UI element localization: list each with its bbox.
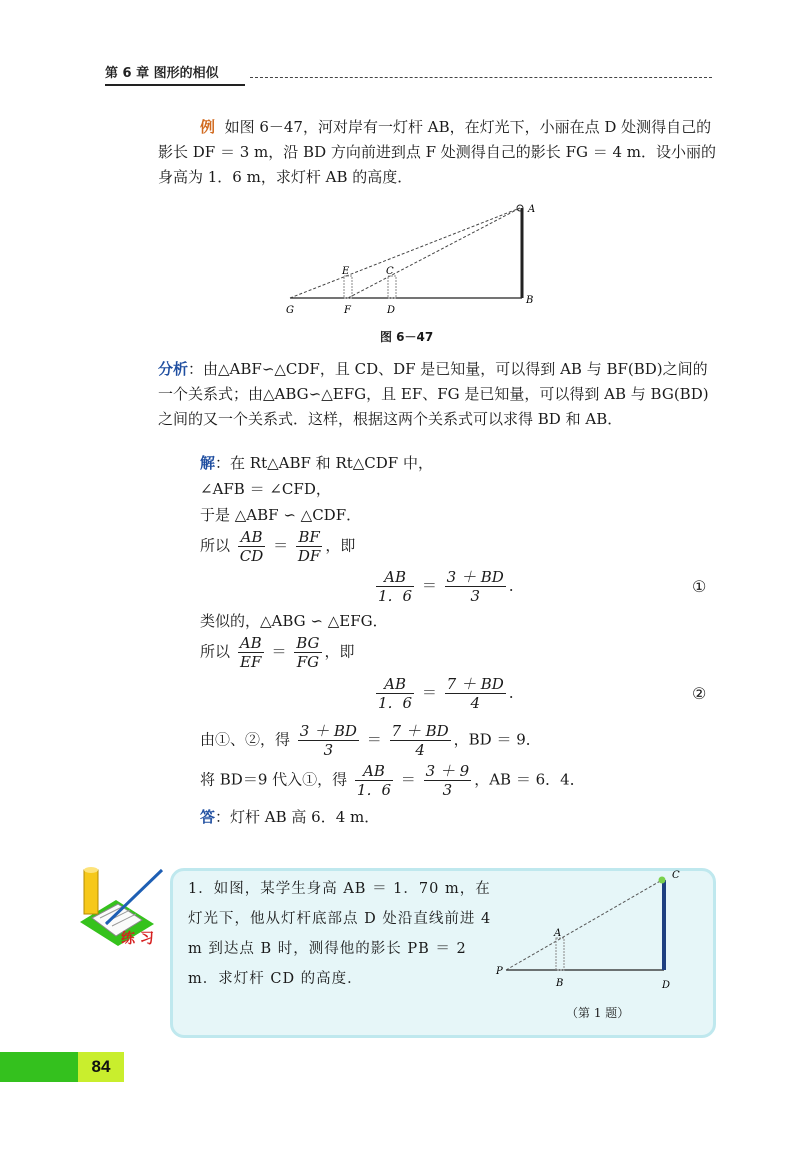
result-bd: ，BD ＝ 9． (453, 730, 541, 749)
label-F: F (344, 305, 351, 316)
solution-line-10 (200, 762, 585, 799)
lamp-icon (659, 877, 666, 884)
analysis-paragraph (158, 357, 714, 432)
den: EF (238, 652, 264, 671)
den: 1．6 (356, 781, 392, 799)
den: 4 (390, 740, 451, 759)
num: 7 ＋ BD (446, 675, 504, 693)
period: ． (508, 683, 524, 702)
example-label: 例 (200, 118, 216, 136)
fraction-bg-fg (294, 634, 321, 671)
num: AB (384, 568, 406, 586)
answer-label: 答 (200, 808, 216, 826)
person-at-f (344, 276, 352, 298)
equation-marker-1: ① (692, 577, 707, 596)
solution-line-4 (200, 528, 355, 565)
example-text: 如图 6－47，河对岸有一灯杆 AB，在灯光下，小丽在点 D 处测得自己的影长 DF ＝ 3 m，沿 BD 方向前进到点 F 处测得自己的影长 FG ＝ 4 m．设小丽的身高为 1．6 m，求灯杆 AB 的高度． (158, 118, 717, 186)
exercise-icon-label: 练 习 (121, 931, 154, 947)
equation-1 (373, 568, 524, 605)
label-B: B (526, 295, 534, 306)
label-D: D (662, 980, 671, 991)
fraction (355, 762, 393, 799)
den: DF (297, 547, 321, 565)
label-C: C (386, 266, 394, 277)
equals: ＝ (421, 576, 437, 595)
den: 3 (445, 586, 506, 605)
den: CD (239, 547, 264, 565)
solution-text-1: ：在 Rt△ABF 和 Rt△CDF 中， (215, 454, 433, 472)
label-G: G (286, 305, 294, 316)
solution-line-3: 于是 △ABF ∽ △CDF． (200, 506, 362, 524)
label-A: A (554, 928, 562, 939)
page-number-bar (0, 1052, 78, 1082)
exercise-figure (492, 866, 692, 994)
result-ab: ，AB ＝ 6．4． (474, 770, 585, 789)
answer-text: ：灯杆 AB 高 6．4 m． (215, 808, 380, 826)
num: AB (384, 675, 406, 693)
exercise-item-1: 1．如图，某学生身高 AB ＝ 1．70 m，在灯光下，他从灯杆底部点 D 处沿直线前进 4 m 到达点 B 时，测得他的影长 PB ＝ 2 m．求灯杆 CD 的高度． (188, 881, 492, 987)
so-text: 所以 (200, 642, 231, 661)
exercise-figure-caption: （第 1 题） (566, 1006, 630, 1020)
num: 7 ＋ BD (391, 722, 449, 740)
header-underline (105, 84, 245, 86)
fraction (424, 762, 472, 799)
equals: ＝ (271, 642, 287, 661)
num: 3 ＋ 9 (425, 762, 470, 780)
num: 3 ＋ BD (446, 568, 504, 586)
label-D: D (387, 305, 396, 316)
namely-text: ，即 (324, 642, 355, 661)
substitute-text: 将 BD＝9 代入①，得 (200, 770, 348, 789)
equals: ＝ (421, 683, 437, 702)
so-text: 所以 (200, 536, 231, 555)
period: ． (508, 576, 524, 595)
example-problem (158, 115, 718, 190)
num: BG (296, 634, 320, 652)
num: AB (363, 762, 385, 780)
solution-line-9 (200, 722, 541, 759)
den: 4 (445, 693, 506, 712)
page-number: 84 (78, 1052, 124, 1082)
den: 1．6 (378, 694, 413, 712)
person-at-d (388, 276, 396, 298)
fraction-ab-ef (238, 634, 264, 671)
num: 3 ＋ BD (299, 722, 357, 740)
answer-line (200, 806, 379, 827)
figure-6-47 (280, 198, 550, 323)
light-ray-pc (506, 880, 662, 970)
equation-2 (373, 675, 524, 712)
den: 3 (298, 740, 359, 759)
den: 1．6 (378, 587, 413, 605)
fraction (445, 675, 506, 712)
equals: ＝ (400, 770, 416, 789)
fraction (376, 568, 414, 605)
figure-caption: 图 6－47 (380, 330, 434, 344)
analysis-text: ：由△ABF∽△CDF，且 CD、DF 是已知量，可以得到 AB 与 BF(BD)之间的一个关系式；由△ABG∽△EFG，且 EF、FG 是已知量，可以得到 AB 与 BG(BD)之间的又一个关系式．这样，根据这两个关系式可以求得 BD 和 AB． (158, 360, 709, 428)
fraction (445, 568, 506, 605)
header-dashed-rule (250, 77, 712, 78)
den: FG (294, 652, 321, 671)
light-ray-ga (290, 208, 520, 298)
chapter-header: 第 6 章 图形的相似 (105, 66, 219, 81)
student-figure (556, 938, 564, 970)
den: 3 (424, 780, 472, 799)
from-text: 由①、②，得 (200, 730, 291, 749)
fraction (376, 675, 414, 712)
solution-line-2: ∠AFB ＝ ∠CFD， (200, 480, 331, 498)
namely-text: ，即 (325, 536, 356, 555)
equation-marker-2: ② (692, 684, 707, 703)
solution-label: 解 (200, 454, 216, 472)
label-B: B (556, 978, 564, 989)
fraction-bf-df (296, 528, 322, 565)
fraction (390, 722, 451, 759)
solution-line-1 (200, 452, 433, 473)
label-P: P (496, 966, 503, 977)
num: BF (298, 528, 320, 546)
fraction (298, 722, 359, 759)
num: AB (239, 634, 262, 652)
light-ray-fa (348, 208, 520, 298)
fraction-ab-cd (238, 528, 266, 565)
solution-line-7 (200, 634, 355, 671)
label-A: A (528, 204, 536, 215)
analysis-label: 分析 (158, 360, 189, 378)
equals: ＝ (273, 536, 289, 555)
label-E: E (342, 266, 350, 277)
equals: ＝ (366, 730, 382, 749)
num: AB (240, 528, 263, 546)
solution-line-6: 类似的，△ABG ∽ △EFG． (200, 612, 388, 630)
label-C: C (672, 870, 680, 881)
